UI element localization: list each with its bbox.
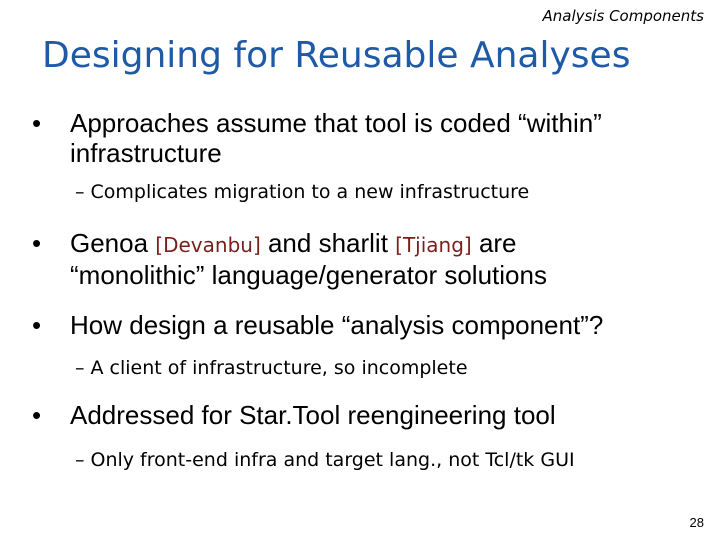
bullet-marker: • bbox=[32, 310, 42, 340]
bullet-marker: • bbox=[32, 108, 42, 138]
bullet-line: infrastructure bbox=[70, 138, 222, 168]
dash-marker: – bbox=[75, 181, 85, 203]
sub-bullet-text: A client of infrastructure, so incomplete bbox=[90, 357, 468, 379]
sub-bullet-text: Complicates migration to a new infrastructure bbox=[90, 181, 530, 203]
bullet-text bbox=[70, 228, 547, 290]
bullet-line bbox=[70, 228, 547, 260]
text-run: Genoa bbox=[70, 228, 156, 258]
citation-tjiang: [Tjiang] bbox=[395, 233, 472, 257]
bullet-how-design bbox=[32, 310, 603, 340]
sub-bullet-front-end bbox=[75, 448, 575, 472]
page-number: 28 bbox=[689, 515, 704, 530]
sub-bullet-client bbox=[75, 356, 468, 380]
bullet-text bbox=[70, 310, 603, 340]
text-run: and sharlit bbox=[260, 228, 396, 258]
bullet-line: “monolithic” language/generator solutions bbox=[70, 260, 547, 290]
bullet-text bbox=[70, 400, 556, 430]
bullet-text bbox=[70, 108, 602, 168]
bullet-approaches bbox=[32, 108, 602, 168]
bullet-addressed bbox=[32, 400, 556, 430]
text-run: are bbox=[471, 228, 517, 258]
section-label: Analysis Components bbox=[542, 7, 704, 25]
bullet-line: Approaches assume that tool is coded “within” bbox=[70, 108, 602, 138]
slide-title: Designing for Reusable Analyses bbox=[42, 35, 631, 76]
bullet-line: Addressed for Star.Tool reengineering tool bbox=[70, 400, 556, 430]
dash-marker: – bbox=[75, 357, 85, 379]
bullet-marker: • bbox=[32, 228, 42, 258]
dash-marker: – bbox=[75, 449, 85, 471]
sub-bullet-text: Only front-end infra and target lang., not Tcl/tk GUI bbox=[90, 449, 575, 471]
sub-bullet-complicates bbox=[75, 180, 529, 204]
bullet-genoa bbox=[32, 228, 547, 290]
bullet-marker: • bbox=[32, 400, 42, 430]
citation-devanbu: [Devanbu] bbox=[155, 233, 261, 257]
bullet-line: How design a reusable “analysis component”? bbox=[70, 310, 604, 340]
